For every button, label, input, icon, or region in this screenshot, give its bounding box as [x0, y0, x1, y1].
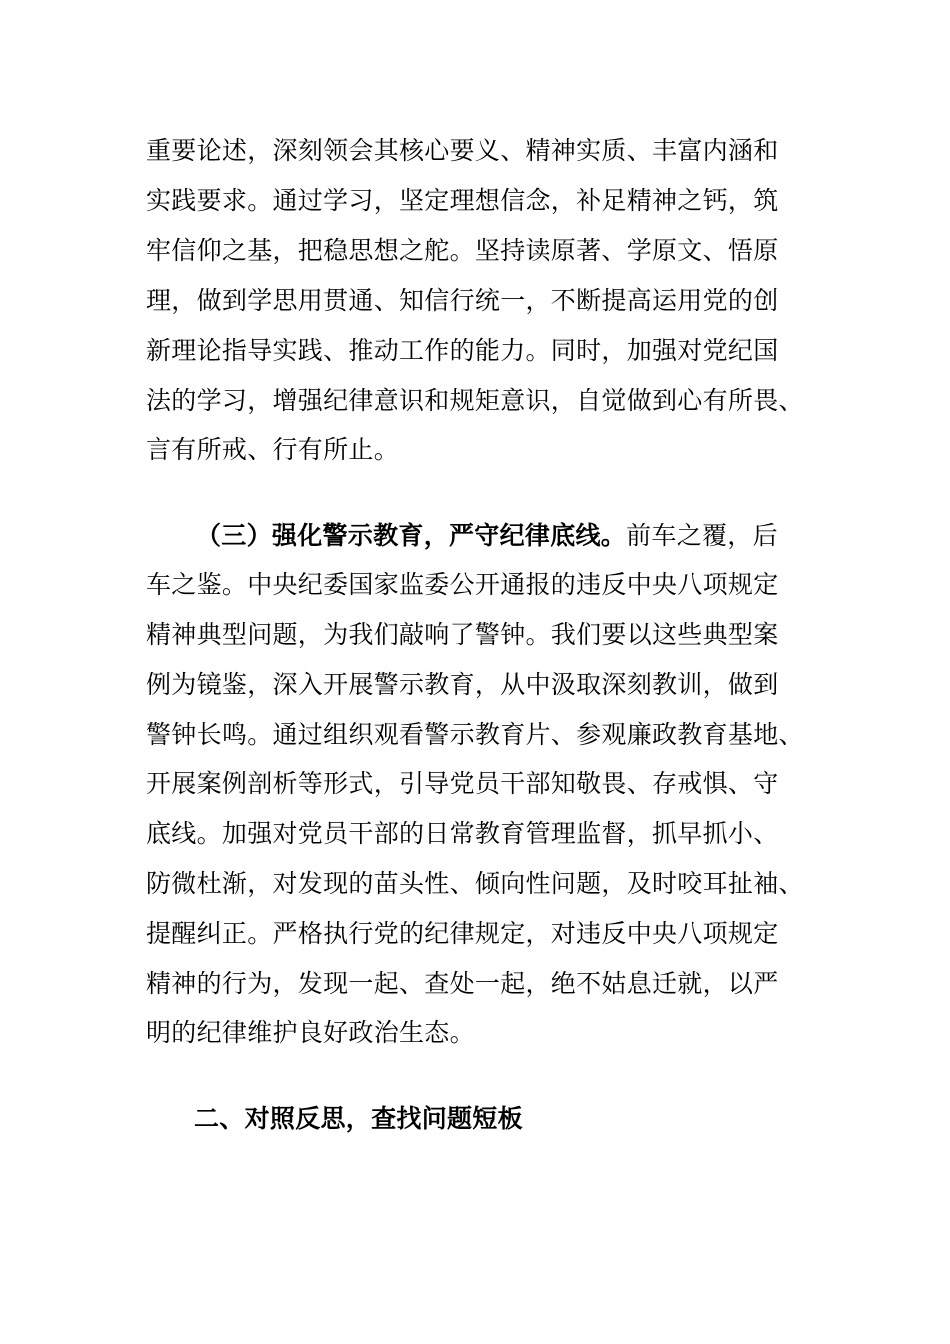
paragraph-line: 车之鉴。中央纪委国家监委公开通报的违反中央八项规定 [146, 570, 779, 599]
paragraph-line: 法的学习，增强纪律意识和规矩意识，自觉做到心有所畏、 [146, 386, 804, 415]
paragraph-line: 警钟长鸣。通过组织观看警示教育片、参观廉政教育基地、 [146, 720, 804, 749]
paragraph-text: 前车之覆，后 [626, 521, 778, 550]
paragraph-line: 重要论述，深刻领会其核心要义、精神实质、丰富内涵和 [146, 136, 779, 165]
paragraph-line: 新理论指导实践、推动工作的能力。同时，加强对党纪国 [146, 336, 779, 365]
paragraph-first-line [196, 519, 856, 553]
paragraph-line: 精神典型问题，为我们敲响了警钟。我们要以这些典型案 [146, 620, 779, 649]
paragraph-line: 底线。加强对党员干部的日常教育管理监督，抓早抓小、 [146, 819, 779, 848]
paragraph-line: 防微杜渐，对发现的苗头性、倾向性问题，及时咬耳扯袖、 [146, 869, 804, 898]
paragraph-line: 言有所戒、行有所止。 [146, 435, 400, 464]
paragraph-line: 开展案例剖析等形式，引导党员干部知敬畏、存戒惧、守 [146, 769, 779, 798]
paragraph-line: 实践要求。通过学习，坚定理想信念，补足精神之钙，筑 [146, 186, 779, 215]
paragraph-line: 提醒纠正。严格执行党的纪律规定，对违反中央八项规定 [146, 919, 779, 948]
paragraph-line: 例为镜鉴，深入开展警示教育，从中汲取深刻教训，做到 [146, 670, 779, 699]
paragraph-line: 理，做到学思用贯通、知信行统一，不断提高运用党的创 [146, 286, 779, 315]
paragraph-line: 牢信仰之基，把稳思想之舵。坚持读原著、学原文、悟原 [146, 236, 779, 265]
section-heading: 二、对照反思，查找问题短板 [194, 1104, 523, 1133]
paragraph-line: 明的纪律维护良好政治生态。 [146, 1018, 475, 1047]
subsection-heading: （三）强化警示教育，严守纪律底线。 [196, 521, 627, 550]
paragraph-line: 精神的行为，发现一起、查处一起，绝不姑息迁就，以严 [146, 969, 779, 998]
